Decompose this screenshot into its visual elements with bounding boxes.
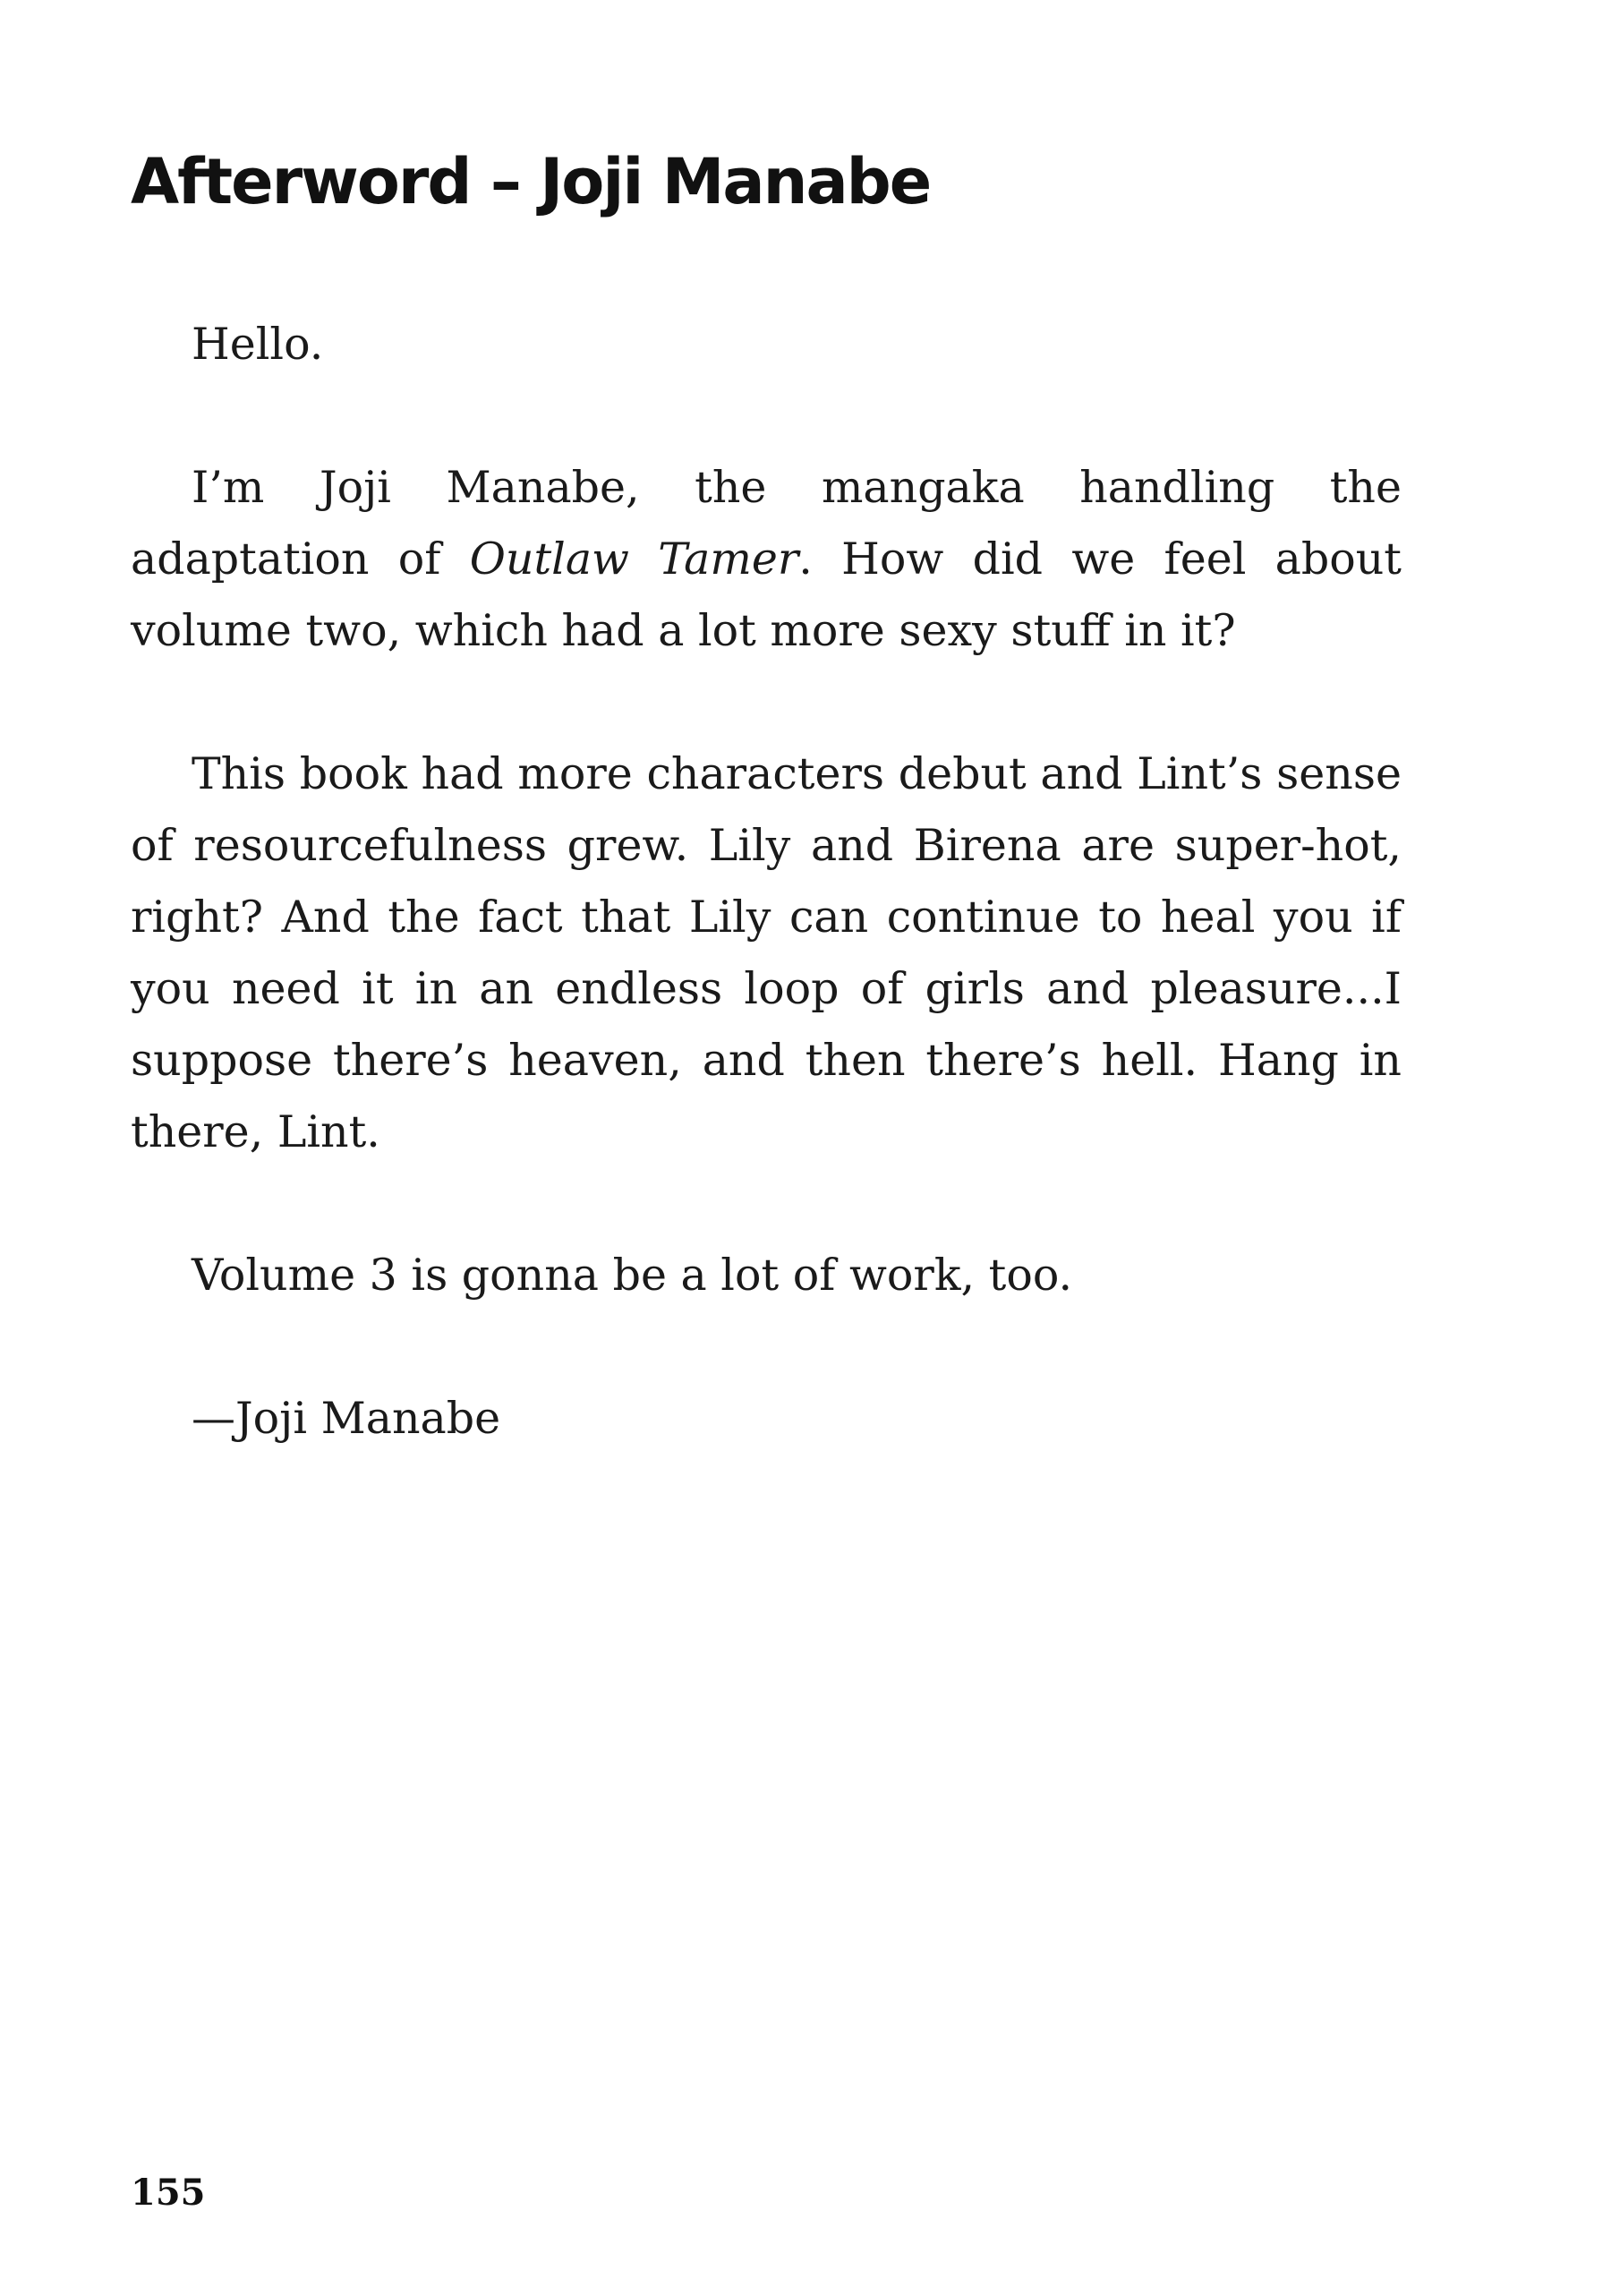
book-title: Outlaw Tamer xyxy=(469,533,799,585)
page-number: 155 xyxy=(131,2172,206,2214)
afterword-heading: Afterword – Joji Manabe xyxy=(131,145,931,218)
signature: —Joji Manabe xyxy=(192,1393,501,1444)
paragraph-greeting: Hello. xyxy=(192,319,324,370)
paragraph-characters: This book had more characters debut and Lint’s sense of resourcefulness grew. Lily and Birena are super-hot, right? And the fact that Lily can continue to heal you if you need it in an endless loop of girls and pleasure...I suppose there’s heaven, and then there’s hell. Hang in there, Lint. xyxy=(131,748,1402,1157)
afterword-body xyxy=(131,309,1402,1526)
intro-text-end: . How did we feel about volume two, which had a lot more sexy stuff in it? xyxy=(131,533,1402,656)
paragraph-volume-three: Volume 3 is gonna be a lot of work, too. xyxy=(192,1250,1073,1301)
intro-text-start: I’m Joji Manabe, the mangaka handling the adaptation of xyxy=(131,462,1402,585)
paragraph-introduction xyxy=(131,452,1402,667)
